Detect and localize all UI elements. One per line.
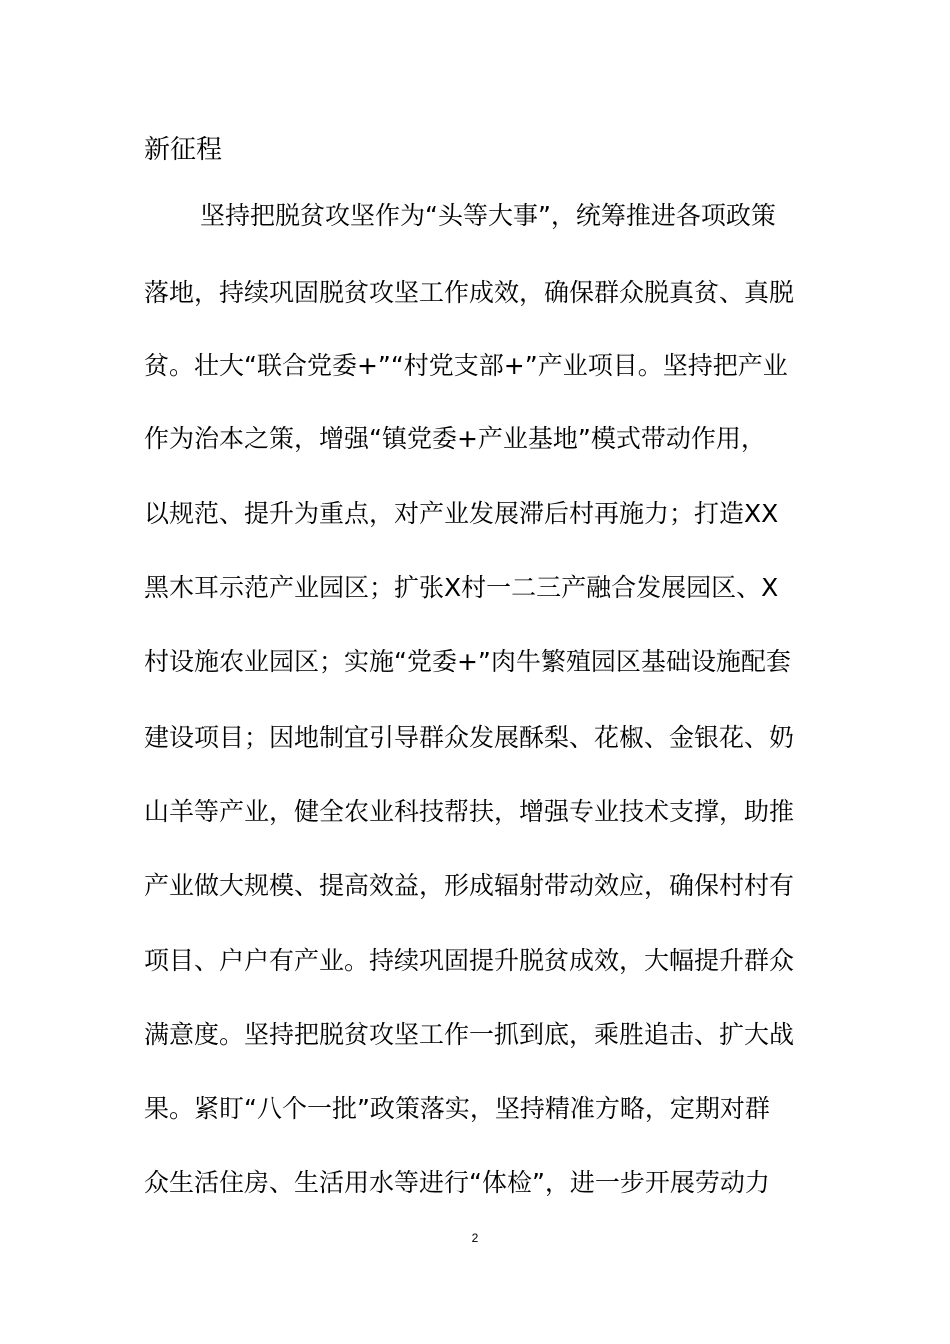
body-line-13: 果。紧盯“八个一批”政策落实，坚持精准方略，定期对群 bbox=[144, 1094, 770, 1123]
body-line-9: 山羊等产业，健全农业科技帮扶，增强专业技术支撑，助推 bbox=[144, 797, 795, 826]
body-line-10: 产业做大规模、提高效益，形成辐射带动效应，确保村村有 bbox=[144, 871, 795, 900]
body-line-6: 黑木耳示范产业园区；扩张X村一二三产融合发展园区、X bbox=[144, 573, 779, 602]
body-line-1: 坚持把脱贫攻坚作为“头等大事”，统筹推进各项政策 bbox=[200, 201, 776, 230]
section-heading: 新征程 bbox=[144, 135, 223, 165]
page-number: 2 bbox=[471, 1231, 479, 1245]
body-line-4: 作为治本之策，增强“镇党委+产业基地”模式带动作用， bbox=[144, 424, 766, 453]
body-line-7: 村设施农业园区；实施“党委+”肉牛繁殖园区基础设施配套 bbox=[144, 647, 791, 676]
body-line-8: 建设项目；因地制宜引导群众发展酥梨、花椒、金银花、奶 bbox=[144, 723, 795, 752]
body-line-2: 落地，持续巩固脱贫攻坚工作成效，确保群众脱真贫、真脱 bbox=[144, 278, 795, 307]
body-line-11: 项目、户户有产业。持续巩固提升脱贫成效，大幅提升群众 bbox=[144, 946, 795, 975]
body-line-5: 以规范、提升为重点，对产业发展滞后村再施力；打造XX bbox=[144, 499, 779, 528]
body-line-12: 满意度。坚持把脱贫攻坚工作一抓到底，乘胜追击、扩大战 bbox=[144, 1020, 795, 1049]
body-line-3: 贫。壮大“联合党委+”“村党支部+”产业项目。坚持把产业 bbox=[144, 351, 788, 380]
body-line-14: 众生活住房、生活用水等进行“体检”，进一步开展劳动力 bbox=[144, 1168, 770, 1197]
